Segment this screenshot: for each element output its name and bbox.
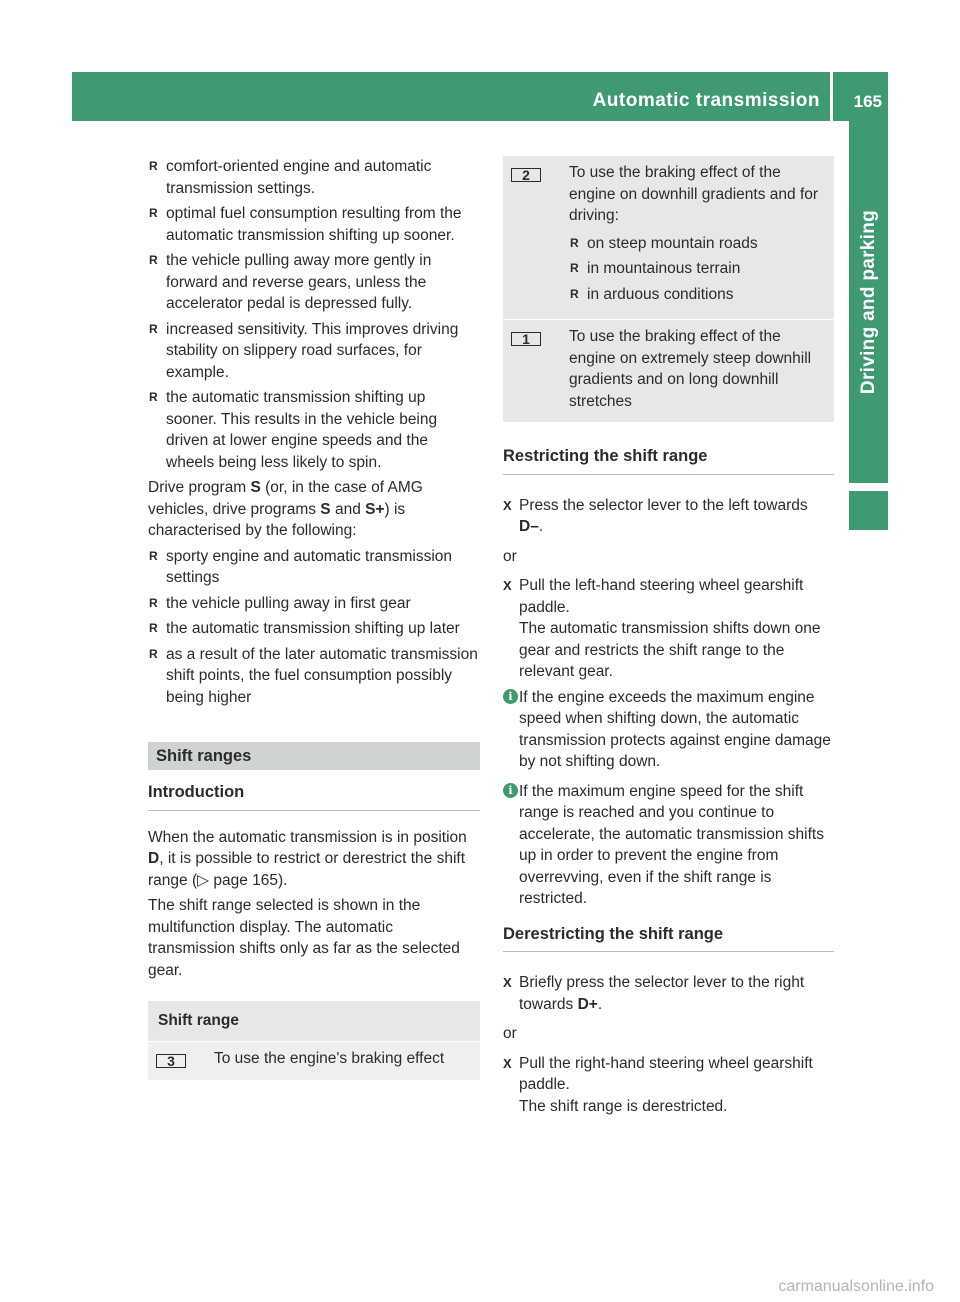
intro-paragraph-2: The shift range selected is shown in the multifunction display. The automatic transmission shifts only as far as the selected gear. [148,897,460,979]
info-note: i If the engine exceeds the maximum engine speed when shifting down, the automatic transmission protects against engine damage by not shifting down. [503,687,834,773]
list-item: R increased sensitivity. This improves driving stability on slippery road surfaces, for example. [148,319,480,384]
gear-3-symbol: 3 [156,1054,186,1068]
intro-heading: Introduction [148,782,480,811]
row-description: To use the braking effect of the engine on extremely steep downhill gradients and on long downhill stretches [569,328,812,410]
row-description: To use the braking effect of the engine on downhill gradients and for driving: [569,164,819,224]
header-divider [830,72,833,121]
table-row [148,1041,480,1080]
step-result: The shift range is derestricted. [519,1097,728,1115]
side-marker [849,491,888,530]
list-item: R the automatic transmission shifting up later [148,618,480,640]
info-note: i If the maximum engine speed for the shift range is reached and you continue to accelerate, the automatic transmission shifts up in order to prevent the engine from overrevving, even if the shift range is restricted. [503,781,834,910]
instruction-step: X Briefly press the selector lever to the right towards D+. [503,972,834,1015]
left-column [148,156,480,1080]
list-item: R as a result of the later automatic transmission shift points, the fuel consumption possibly being higher [148,644,480,709]
or-text: or [503,547,517,565]
right-column [503,156,834,1121]
list-item: R in mountainous terrain [569,258,830,280]
info-icon: i [503,783,518,798]
info-icon: i [503,689,518,704]
step-result: The automatic transmission shifts down one gear and restricts the shift range to the relevant gear. [519,620,821,680]
list-item: R on steep mountain roads [569,233,830,255]
list-item: R in arduous conditions [569,284,830,306]
page-number: 165 [853,92,882,111]
intro-paragraph-1: When the automatic transmission is in position D, it is possible to restrict or derestrict the shift range (▷ page 165). [148,828,467,889]
page-header [72,72,888,121]
shift-range-table-header: Shift range [148,1001,480,1041]
instruction-step: X Pull the left-hand steering wheel gearshift paddle. The automatic transmission shifts down one gear and restricts the shift range to the relevant gear. [503,575,834,683]
drive-program-paragraph: Drive program S (or, in the case of AMG vehicles, drive programs S and S+) is characterised by the following: [148,479,423,539]
restrict-heading: Restricting the shift range [503,446,834,475]
list-item: R comfort-oriented engine and automatic transmission settings. [148,156,480,199]
header-title: Automatic transmission [592,90,820,111]
table-row [503,156,834,319]
chapter-side-tab [849,121,888,483]
watermark: carmanualsonline.info [778,1278,934,1295]
list-item: R sporty engine and automatic transmission settings [148,546,480,589]
list-item: R optimal fuel consumption resulting from the automatic transmission shifting up sooner. [148,203,480,246]
row-description: To use the engine's braking effect [214,1050,445,1067]
section-title: Shift ranges [148,742,480,770]
gear-2-symbol: 2 [511,168,541,182]
or-text: or [503,1025,517,1042]
instruction-step: X Pull the right-hand steering wheel gearshift paddle. The shift range is derestricted. [503,1053,834,1118]
list-item: R the vehicle pulling away in first gear [148,593,480,615]
chapter-label: Driving and parking [857,209,879,395]
list-item: R the vehicle pulling away more gently in forward and reverse gears, unless the accelerator pedal is depressed fully. [148,250,480,315]
table-row [503,319,834,422]
instruction-step: X Press the selector lever to the left towards D–. [503,495,834,538]
gear-1-symbol: 1 [511,332,541,346]
derestrict-heading: Derestricting the shift range [503,924,834,953]
list-item: R the automatic transmission shifting up sooner. This results in the vehicle being driven at lower engine speeds and the wheels being less likely to spin. [148,387,480,473]
